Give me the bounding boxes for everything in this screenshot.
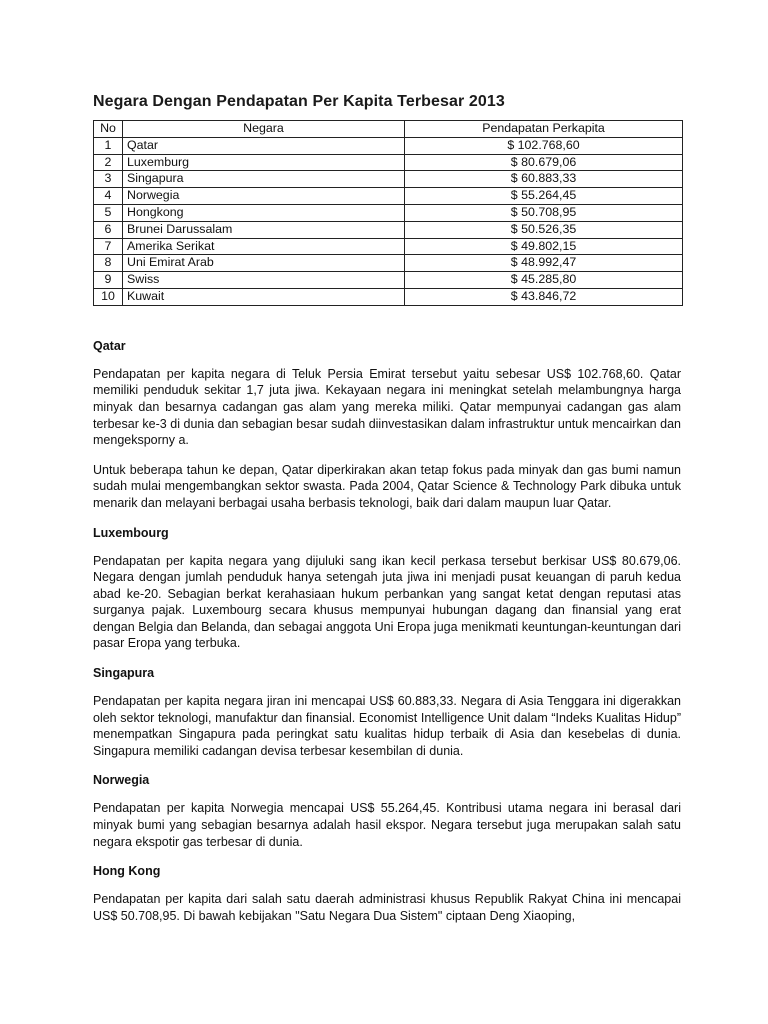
table-header-row (94, 121, 683, 138)
table-row (94, 238, 683, 255)
header-negara: Negara (123, 121, 405, 138)
section-heading: Norwegia (93, 773, 150, 788)
cell-income: $ 50.708,95 (405, 204, 683, 221)
page-title: Negara Dengan Pendapatan Per Kapita Terbesar 2013 (93, 93, 505, 110)
table-row (94, 255, 683, 272)
cell-income: $ 49.802,15 (405, 238, 683, 255)
cell-no: 2 (94, 154, 123, 171)
section-paragraph: Pendapatan per kapita dari salah satu daerah administrasi khusus Republik Rakyat China ini mencapai US$ 50.708,95. Di bawah kebijakan "Satu Negara Dua Sistem" ciptaan Deng Xiaoping, (93, 892, 681, 923)
cell-no: 1 (94, 137, 123, 154)
cell-income: $ 102.768,60 (405, 137, 683, 154)
table-row (94, 272, 683, 289)
section-norwegia (93, 772, 681, 850)
cell-country: Norwegia (123, 188, 405, 205)
cell-country: Amerika Serikat (123, 238, 405, 255)
cell-country: Brunei Darussalam (123, 221, 405, 238)
cell-income: $ 48.992,47 (405, 255, 683, 272)
document-page (93, 92, 681, 924)
cell-country: Swiss (123, 272, 405, 289)
section-hongkong (93, 863, 681, 924)
cell-country: Qatar (123, 137, 405, 154)
section-paragraph: Untuk beberapa tahun ke depan, Qatar diperkirakan akan tetap fokus pada minyak dan gas bumi namun sudah mulai mengembangkan sektor swasta. Pada 2004, Qatar Science & Technology Park dibuka untuk menarik dan melayani berbagai usaha berbasis teknologi, baik dari dalam maupun luar Qatar. (93, 462, 681, 510)
section-heading: Qatar (93, 338, 126, 353)
cell-country: Hongkong (123, 204, 405, 221)
section-paragraph: Pendapatan per kapita negara yang dijuluki sang ikan kecil perkasa tersebut berkisar US$ 80.679,06. Negara dengan jumlah penduduk hanya setengah juta jiwa ini menjadi pusat keuangan di paruh kedua abad ke-20. Sebagian berkat kerahasiaan hukum perbankan yang sangat ketat dengan reputasi atas surganya pajak. Luxembourg secara khusus mempunyai hubungan dagang dan finansial yang erat dengan Belgia dan Belanda, dan sebagai anggota Uni Eropa juga menikmati keuntungan-keuntungan dari pasar Eropa yang terbuka. (93, 553, 681, 651)
table-row (94, 154, 683, 171)
cell-country: Singapura (123, 171, 405, 188)
cell-no: 4 (94, 188, 123, 205)
income-table (93, 120, 683, 306)
table-row (94, 137, 683, 154)
table-row (94, 204, 683, 221)
cell-country: Uni Emirat Arab (123, 255, 405, 272)
table-row (94, 171, 683, 188)
cell-no: 5 (94, 204, 123, 221)
section-heading: Luxembourg (93, 525, 169, 540)
cell-income: $ 60.883,33 (405, 171, 683, 188)
section-paragraph: Pendapatan per kapita negara jiran ini mencapai US$ 60.883,33. Negara di Asia Tenggara ini digerakkan oleh sektor teknologi, manufaktur dan finansial. Economist Intelligence Unit dalam “Indeks Kualitas Hidup” menempatkan Singapura pada peringkat satu kualitas hidup terbaik di Asia dan kesebelas di dunia. Singapura memiliki cadangan devisa terbesar kesembilan di dunia. (93, 694, 681, 758)
section-heading: Singapura (93, 666, 155, 681)
section-luxembourg (93, 525, 681, 653)
cell-no: 3 (94, 171, 123, 188)
cell-income: $ 43.846,72 (405, 288, 683, 305)
section-heading: Hong Kong (93, 864, 161, 879)
table-row (94, 221, 683, 238)
cell-no: 7 (94, 238, 123, 255)
cell-income: $ 50.526,35 (405, 221, 683, 238)
cell-no: 6 (94, 221, 123, 238)
cell-income: $ 80.679,06 (405, 154, 683, 171)
table-row (94, 188, 683, 205)
cell-income: $ 45.285,80 (405, 272, 683, 289)
cell-no: 10 (94, 288, 123, 305)
cell-income: $ 55.264,45 (405, 188, 683, 205)
section-singapura (93, 665, 681, 759)
header-pendapatan: Pendapatan Perkapita (405, 121, 683, 138)
cell-country: Luxemburg (123, 154, 405, 171)
cell-country: Kuwait (123, 288, 405, 305)
section-paragraph: Pendapatan per kapita negara di Teluk Persia Emirat tersebut yaitu sebesar US$ 102.768,60. Qatar memiliki penduduk sekitar 1,7 juta jiwa. Kekayaan negara ini meningkat setelah melambungnya harga minyak dan besarnya cadangan gas alam yang mereka miliki. Qatar mempunyai cadangan gas alam terbesar ke-3 di dunia dan sebagian besar sudah diinvestasikan dalam infrastruktur untuk mencairkan dan mengeksporny a. (93, 366, 681, 448)
header-no: No (94, 121, 123, 138)
cell-no: 8 (94, 255, 123, 272)
cell-no: 9 (94, 272, 123, 289)
table-row (94, 288, 683, 305)
section-paragraph: Pendapatan per kapita Norwegia mencapai US$ 55.264,45. Kontribusi utama negara ini berasal dari minyak bumi yang sebagian besarnya adalah hasil ekspor. Negara tersebut juga merupakan salah satu negara ekspotir gas terbesar di dunia. (93, 801, 681, 849)
section-qatar (93, 338, 681, 512)
